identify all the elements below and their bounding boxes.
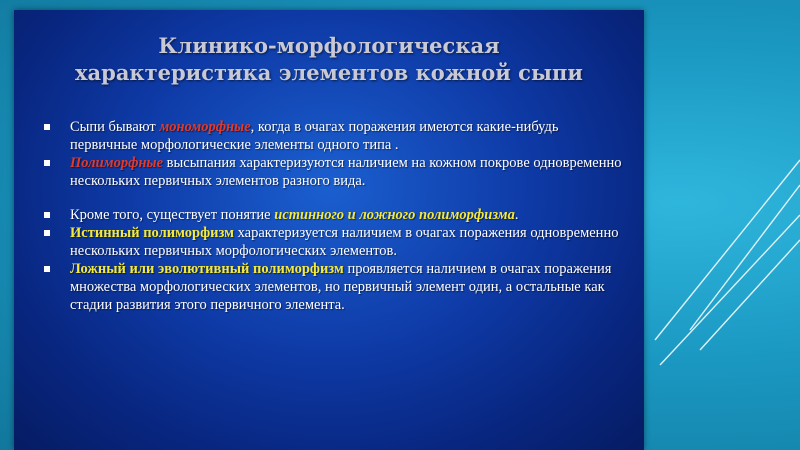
term-monomorphic: мономорфные	[159, 119, 251, 135]
term-true-polymorphism: Истинный полиморфизм	[70, 225, 234, 241]
slide-title	[14, 32, 644, 86]
term-polymorphic: Полиморфные	[70, 155, 164, 171]
list-item: Полиморфные высыпания характеризуются наличием на кожном покрове одновременно нескольких первичных элементов разного вида.	[34, 154, 629, 190]
bullet-square-icon	[44, 230, 50, 236]
term-false-polymorphism: Ложный или эволютивный полиморфизм	[70, 261, 344, 277]
list-item: Ложный или эволютивный полиморфизм проявляется наличием в очагах поражения множества морфологических элементов, но первичный элемент один, а остальные как стадии развития этого первичного элемента.	[34, 260, 629, 314]
bullet-square-icon	[44, 212, 50, 218]
title-line-1: Клинико-морфологическая	[158, 33, 500, 58]
title-line-2: характеристика элементов кожной сыпи	[75, 60, 583, 85]
list-item: Кроме того, существует понятие истинного и ложного полиморфизма.	[34, 206, 629, 224]
bullet-square-icon	[44, 160, 50, 166]
list-item: Сыпи бывают мономорфные, когда в очагах поражения имеются какие-нибудь первичные морфологические элементы одного типа .	[34, 118, 629, 154]
term-true-false-polymorphism: истинного и ложного полиморфизма	[274, 207, 515, 223]
bullet-square-icon	[44, 266, 50, 272]
bullet-square-icon	[44, 124, 50, 130]
bullet-list	[34, 118, 629, 314]
list-item: Истинный полиморфизм характеризуется наличием в очагах поражения одновременно нескольких первичных морфологических элементов.	[34, 224, 629, 260]
slide	[14, 10, 644, 450]
